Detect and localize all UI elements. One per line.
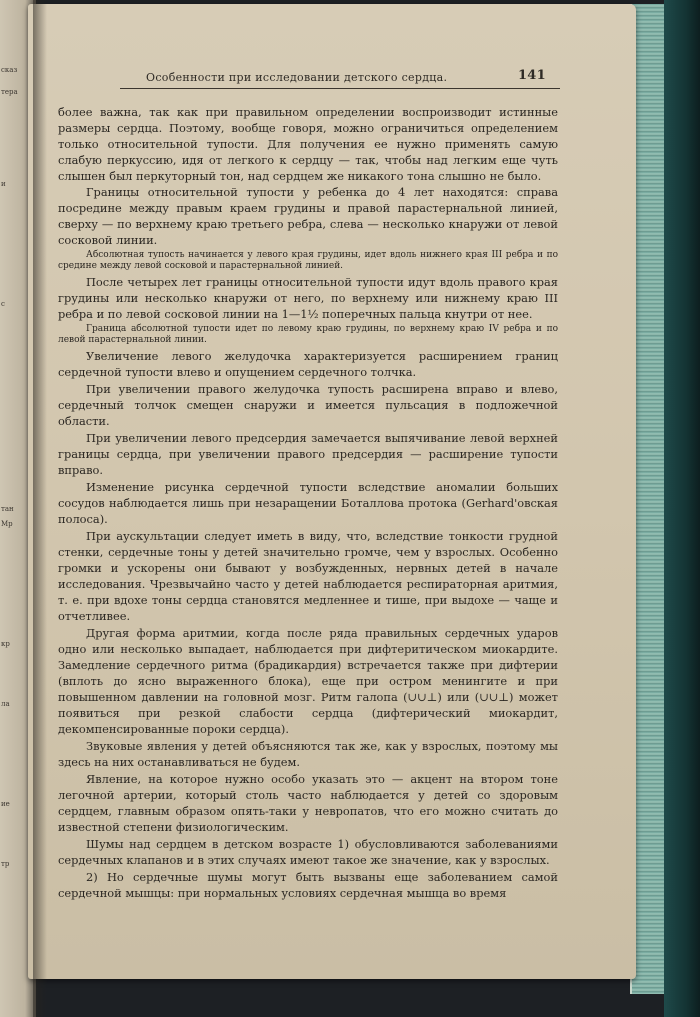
paragraph: Увеличение левого желудочка характеризуется расширением границ сердечной тупости влево и опущением сердечного толчка. (58, 349, 558, 379)
paragraph: Изменение рисунка сердечной тупости вследствие аномалии больших сосудов наблюдается лишь при незаращении Боталлова протока (Gerhard'овская полоса). (58, 480, 558, 526)
paragraph: более важна, так как при правильном определении воспроизводит истинные размеры сердца. Поэтому, вообще говоря, можно ограничиться определением только относительной тупости. Для получения ее нужно применять самую слабую перкуссию, идя от легкого к сердцу — так, чтобы над легким еще чуть слышен был перкуторный тон, над сердцем же никакого тона слышно не было. (58, 105, 558, 183)
paragraph: Другая форма аритмии, когда после ряда правильных сердечных ударов одно или несколько выпадает, наблюдается при дифтеритическом миокардите. Замедление сердечного ритма (брадикардия) встречается также при дифтерии (вплоть до ясно выраженного блока), еще при остром менингите и при повышенном давлении на головной мозг. Ритм галопа (∪∪⊥) или (∪∪⊥) может появиться при резкой слабости сердца (дифтерический миокардит, декомпенсированные пороки сердца). (58, 626, 558, 736)
gutter-shadow (33, 0, 47, 1017)
running-header (120, 68, 550, 88)
page-number: 141 (517, 68, 546, 83)
facing-page-fragment: тера (1, 88, 18, 96)
facing-page-fragment: и (1, 180, 6, 188)
book-cover-edge (664, 0, 700, 1017)
facing-page-fragment: кр (1, 640, 10, 648)
facing-page-fragment: тр (1, 860, 10, 868)
facing-page-fragment: ла (1, 700, 10, 708)
paragraph: Границы относительной тупости у ребенка до 4 лет находятся: справа посредине между правым краем грудины и правой парастернальной линией, сверху — по верхнему краю третьего ребра, слева — несколько кнаружи от левой сосковой линии. (58, 185, 558, 247)
paragraph: После четырех лет границы относительной тупости идут вдоль правого края грудины или несколько кнаружи от него, по верхнему или нижнему краю III ребра и по левой сосковой линии на 1—1½ поперечных пальца кнутри от нее. (58, 275, 558, 321)
small-print-paragraph: Граница абсолютной тупости идет по левому краю грудины, по верхнему краю IV ребра и по левой парастернальной линии. (58, 324, 558, 345)
paragraph: При аускультации следует иметь в виду, что, вследствие тонкости грудной стенки, сердечные тоны у детей значительно громче, чем у взрослых. Особенно громки и ускорены они бывают у возбужденных, нервных детей в начале исследования. Чрезвычайно часто у детей наблюдается респираторная аритмия, т. е. при вдохе тоны сердца становятся медленнее и тише, при выдохе — чаще и отчетливее. (58, 529, 558, 623)
paragraph: Звуковые явления у детей объясняются так же, как у взрослых, поэтому мы здесь на них останавливаться не будем. (58, 739, 558, 769)
paragraph: Явление, на которое нужно особо указать это — акцент на втором тоне легочной артерии, который столь часто наблюдается у детей со здоровым сердцем, главным образом опять-таки у невропатов, что его можно считать до известной степени физиологическим. (58, 772, 558, 834)
book-page (28, 4, 636, 979)
facing-page-fragment: с (1, 300, 5, 308)
paragraph: При увеличении левого предсердия замечается выпячивание левой верхней границы сердца, при увеличении правого предсердия — расширение тупости вправо. (58, 431, 558, 477)
paragraph: При увеличении правого желудочка тупость расширена вправо и влево, сердечный толчок смещен снаружи и имеется пульсация в подложечной области. (58, 382, 558, 428)
header-rule (120, 88, 560, 89)
facing-page-fragment: Мр (1, 520, 13, 528)
facing-page-fragment: тан (1, 505, 14, 513)
running-title: Особенности при исследовании детского сердца. (146, 71, 448, 84)
paragraph: Шумы над сердцем в детском возрасте 1) обусловливаются заболеваниями сердечных клапанов и в этих случаях имеют такое же значение, как у взрослых. (58, 837, 558, 867)
page-body (58, 104, 558, 901)
facing-page-fragment: ие (1, 800, 10, 808)
small-print-paragraph: Абсолютная тупость начинается у левого края грудины, идет вдоль нижнего края III ребра и по средине между левой сосковой и парастернальной линией. (58, 250, 558, 271)
paragraph: 2) Но сердечные шумы могут быть вызваны еще заболеванием самой сердечной мышцы: при нормальных условиях сердечная мышца во время (58, 870, 558, 900)
facing-page-fragment: сказ (1, 66, 18, 74)
